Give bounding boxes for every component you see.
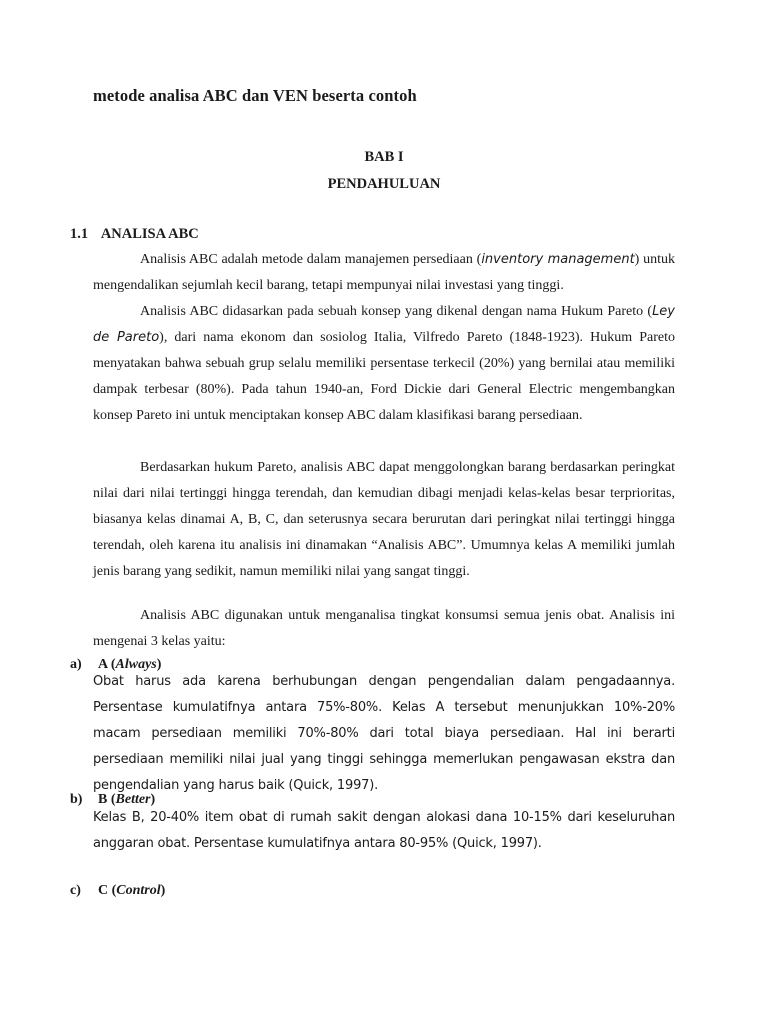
paragraph-text: Berdasarkan hukum Pareto, analisis ABC dapat menggolongkan barang berdasarkan peringkat nilai dari nilai tertinggi hingga terendah, dan kemudian dibagi menjadi kelas-kelas besar terprioritas, biasanya kelas dinamai A, B, C, dan seterusnya secara berurutan dari peringkat nilai tertinggi hingga terendah, oleh karena itu analisis ini dinamakan “Analisis ABC”. Umumnya kelas A memiliki jumlah jenis barang yang sedikit, namun memiliki nilai yang sangat tinggi.: [93, 460, 675, 579]
class-text: Kelas B, 20-40% item obat di rumah sakit dengan alokasi dana 10-15% dari keseluruhan anggaran obat. Persentase kumulatifnya antara 80-95% (Quick, 1997).: [93, 810, 675, 851]
paragraph-text: Analisis ABC digunakan untuk menganalisa tingkat konsumsi semua jenis obat. Analisis ini mengenai 3 kelas yaitu:: [93, 608, 675, 649]
paragraph-text: ), dari nama ekonom dan sosiolog Italia, Vilfredo Pareto (1848-1923). Hukum Pareto menyatakan bahwa sebuah grup selalu memiliki persentase terkecil (20%) yang bernilai atau memiliki dampak terbesar (80%). Pada tahun 1940-an, Ford Dickie dari General Electric mengembangkan konsep Pareto ini untuk menciptakan konsep ABC dalam klasifikasi barang persediaan.: [93, 330, 675, 423]
section-number: 1.1: [70, 226, 89, 242]
section-heading: [70, 226, 199, 243]
list-letter: b): [70, 792, 83, 807]
paragraph-drug-analysis: [93, 603, 675, 655]
class-name: A: [98, 657, 108, 672]
class-b-label: b) B (Better): [70, 792, 156, 807]
paragraph-pareto: [93, 299, 675, 429]
paragraph-classification: [93, 455, 675, 585]
class-a-label: a) A (Always): [70, 657, 162, 672]
class-b-description: [93, 805, 675, 857]
paragraph-text: Analisis ABC adalah metode dalam manajemen persediaan (: [140, 252, 482, 267]
class-term: Control: [116, 883, 161, 898]
chapter-number: BAB I: [364, 149, 404, 165]
class-name: B: [98, 792, 108, 807]
paragraph-text: ) untuk mengendalikan sejumlah kecil barang, tetapi mempunyai nilai investasi yang tinggi.: [93, 252, 675, 293]
document-title: metode analisa ABC dan VEN beserta contoh: [93, 86, 417, 105]
class-a-description: [93, 669, 675, 799]
term-ley-de-pareto: Ley de Pareto: [93, 304, 675, 345]
list-letter: a): [70, 657, 82, 672]
paragraph-text: Analisis ABC didasarkan pada sebuah konsep yang dikenal dengan nama Hukum Pareto (: [140, 304, 653, 319]
list-letter: c): [70, 883, 81, 898]
class-text: Obat harus ada karena berhubungan dengan pengendalian dalam pengadaannya. Persentase kumulatifnya antara 75%-80%. Kelas A tersebut menunjukkan 10%-20% macam persediaan memiliki 70%-80% dari total biaya persediaan. Hal ini berarti persediaan memiliki nilai jual yang tinggi sehingga memerlukan pengawasan ekstra dan pengendalian yang harus baik (Quick, 1997).: [93, 674, 675, 793]
term-inventory-management: inventory management: [481, 252, 635, 267]
class-term: Always: [115, 657, 157, 672]
class-name: C: [98, 883, 109, 898]
section-title: ANALISA ABC: [100, 226, 199, 242]
class-c-label: c) C (Control): [70, 883, 166, 898]
class-term: Better: [115, 792, 151, 807]
paragraph-abc-definition: [93, 247, 675, 299]
chapter-title: PENDAHULUAN: [327, 176, 441, 192]
